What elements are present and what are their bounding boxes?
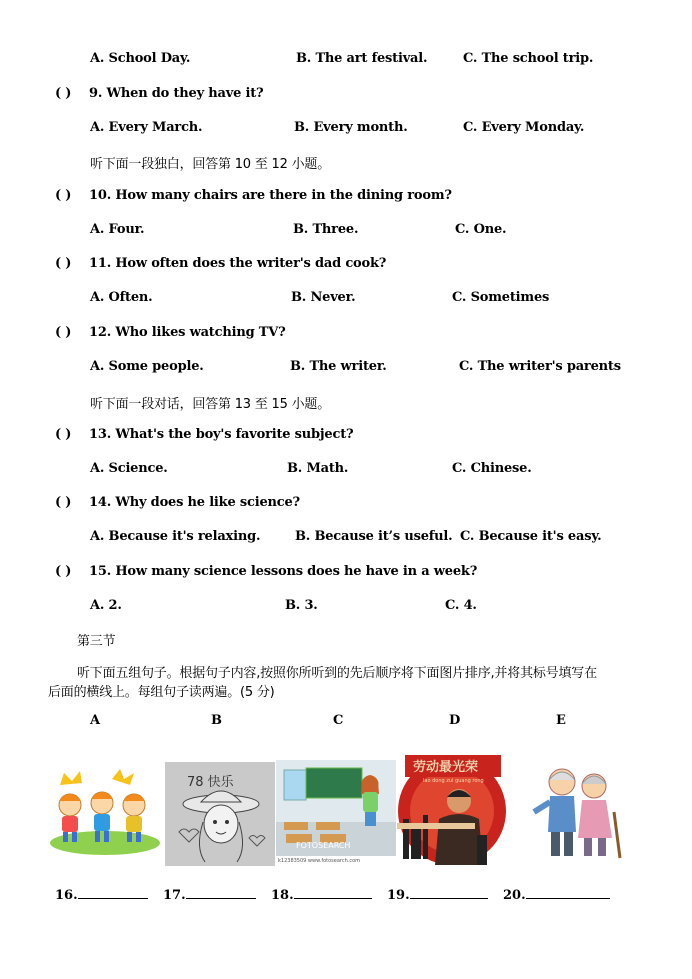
q9-option-c: C. Every Monday.: [463, 120, 585, 135]
q9-option-b: B. Every month.: [294, 120, 408, 135]
answer-paren[interactable]: ( ): [55, 495, 72, 510]
question-text: 11. How often does the writer's dad cook?: [89, 256, 387, 271]
section3-title: 第三节: [77, 634, 116, 649]
section3-instructions-line1: 听下面五组句子。根据句子内容,按照你所听到的先后顺序将下面图片排序,并将其标号填写在: [77, 666, 597, 681]
q12-option-c: C. The writer's parents: [459, 359, 621, 374]
q13-option-a: A. Science.: [90, 461, 168, 476]
answer-paren[interactable]: ( ): [55, 564, 72, 579]
picture-c-classroom-teacher: [276, 760, 396, 864]
question-text: 15. How many science lessons does he have in a week?: [89, 564, 478, 579]
answer-paren[interactable]: ( ): [55, 86, 72, 101]
q14-option-c: C. Because it's easy.: [460, 529, 602, 544]
q10-option-a: A. Four.: [90, 222, 145, 237]
picture-d-pinyin: lao dong zui guang rong: [423, 778, 484, 784]
answer-blank-18[interactable]: [271, 886, 372, 903]
answer-blank-16[interactable]: [55, 886, 148, 903]
q12-option-a: A. Some people.: [90, 359, 204, 374]
answer-blank-19[interactable]: [387, 886, 488, 903]
picture-label-d: D: [449, 713, 461, 728]
picture-d-labor-poster: [397, 749, 527, 865]
q14-question: [55, 495, 300, 510]
q8-option-a: A. School Day.: [90, 51, 191, 66]
question-text: 12. Who likes watching TV?: [89, 325, 286, 340]
section-note-2: 听下面一段对话，回答第 13 至 15 小题。: [90, 397, 331, 412]
blank-number: 17.: [163, 888, 186, 903]
blank-number: 16.: [55, 888, 78, 903]
q13-option-c: C. Chinese.: [452, 461, 532, 476]
question-text: 14. Why does he like science?: [89, 495, 300, 510]
q11-option-b: B. Never.: [291, 290, 356, 305]
answer-blank-17[interactable]: [163, 886, 256, 903]
picture-c-stock-id: k12383509 www.fotosearch.com: [278, 858, 361, 864]
picture-a-children-marching: [50, 765, 160, 861]
question-text: 13. What's the boy's favorite subject?: [89, 427, 354, 442]
answer-paren[interactable]: ( ): [55, 427, 72, 442]
picture-c-watermark: FOTOSEARCH: [296, 841, 351, 850]
section3-instructions-line2: 后面的横线上。每组句子读两遍。(5 分): [48, 685, 275, 700]
q14-option-a: A. Because it's relaxing.: [90, 529, 261, 544]
picture-b-girl-sketch: [165, 762, 275, 866]
q9-option-a: A. Every March.: [90, 120, 203, 135]
blank-number: 20.: [503, 888, 526, 903]
q11-option-c: C. Sometimes: [452, 290, 550, 305]
blank-number: 18.: [271, 888, 294, 903]
q15-option-a: A. 2.: [90, 598, 122, 613]
picture-label-a: A: [90, 713, 101, 728]
answer-paren[interactable]: ( ): [55, 256, 72, 271]
q12-option-b: B. The writer.: [290, 359, 387, 374]
picture-e-elderly-couple: [528, 752, 628, 864]
q10-option-c: C. One.: [455, 222, 507, 237]
question-text: 9. When do they have it?: [89, 86, 264, 101]
question-text: 10. How many chairs are there in the dining room?: [89, 188, 452, 203]
picture-label-e: E: [556, 713, 566, 728]
picture-label-c: C: [333, 713, 344, 728]
q12-question: [55, 325, 286, 340]
picture-b-caption: 78 快乐: [187, 775, 234, 790]
answer-paren[interactable]: ( ): [55, 188, 72, 203]
q13-question: [55, 427, 353, 442]
picture-label-b: B: [211, 713, 222, 728]
q10-option-b: B. Three.: [293, 222, 359, 237]
q11-question: [55, 256, 386, 271]
answer-paren[interactable]: ( ): [55, 325, 72, 340]
q8-option-c: C. The school trip.: [463, 51, 594, 66]
q8-option-b: B. The art festival.: [296, 51, 428, 66]
section-note-1: 听下面一段独白，回答第 10 至 12 小题。: [90, 157, 331, 172]
q14-option-b: B. Because it’s useful.: [295, 529, 453, 544]
q10-question: [55, 188, 452, 203]
q15-option-b: B. 3.: [285, 598, 318, 613]
q15-option-c: C. 4.: [445, 598, 477, 613]
q9-question: [55, 86, 263, 101]
blank-number: 19.: [387, 888, 410, 903]
q11-option-a: A. Often.: [90, 290, 153, 305]
answer-blank-20[interactable]: [503, 886, 610, 903]
q13-option-b: B. Math.: [287, 461, 349, 476]
q15-question: [55, 564, 477, 579]
picture-d-banner: 劳动最光荣: [413, 760, 479, 775]
